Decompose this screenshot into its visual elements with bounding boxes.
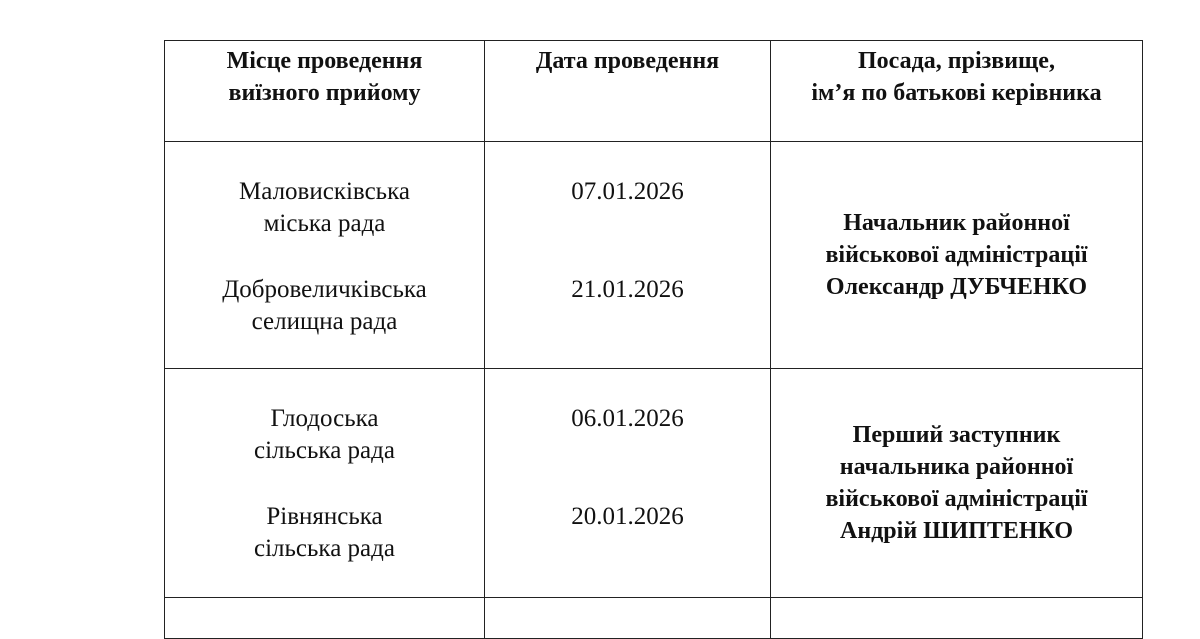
place-item [222,274,427,338]
place-name: Маловисківська [239,178,410,205]
header-date [485,41,771,142]
header-place-line-1: Місце проведення [226,48,423,74]
place-type: селищна рада [251,308,398,335]
place-name: Рівнянська [266,503,383,530]
person-name: Олександр ДУБЧЕНКО [825,274,1088,300]
table-row-empty [165,598,1143,639]
schedule-table [164,40,1143,639]
place-item [254,501,395,565]
person-position-line: начальника районної [839,454,1074,480]
date-cell [485,142,771,369]
header-person-line-1: Посада, прізвище, [858,48,1055,74]
place-cell [165,142,485,369]
person-position-line: Перший заступник [852,422,1061,448]
place-name: Добровеличківська [222,276,427,303]
header-row [165,41,1143,142]
header-person [771,41,1143,142]
place-name: Глодоська [270,405,379,432]
empty-cell [165,598,485,639]
place-type: сільська рада [254,535,395,562]
date-value: 21.01.2026 [571,276,684,303]
header-date-line-1: Дата проведення [535,48,720,74]
table-row [165,142,1143,369]
date-value: 07.01.2026 [571,178,684,205]
date-value: 20.01.2026 [571,503,684,530]
place-type: сільська рада [254,437,395,464]
person-name: Андрій ШИПТЕНКО [840,518,1073,544]
place-cell [165,369,485,598]
header-person-line-2: ім’я по батькові керівника [811,80,1102,106]
place-item [239,176,410,240]
person-position-line: військової адміністрації [825,486,1088,512]
empty-cell [771,598,1143,639]
table-row [165,369,1143,598]
place-type: міська рада [263,210,386,237]
person-position-line: військової адміністрації [825,242,1088,268]
header-place-line-2: виїзного прийому [228,80,421,106]
person-position-line: Начальник районної [843,210,1070,236]
person-cell [771,142,1143,369]
person-cell [771,369,1143,598]
place-item [254,403,395,467]
empty-cell [485,598,771,639]
date-value: 06.01.2026 [571,405,684,432]
date-cell [485,369,771,598]
header-place [165,41,485,142]
